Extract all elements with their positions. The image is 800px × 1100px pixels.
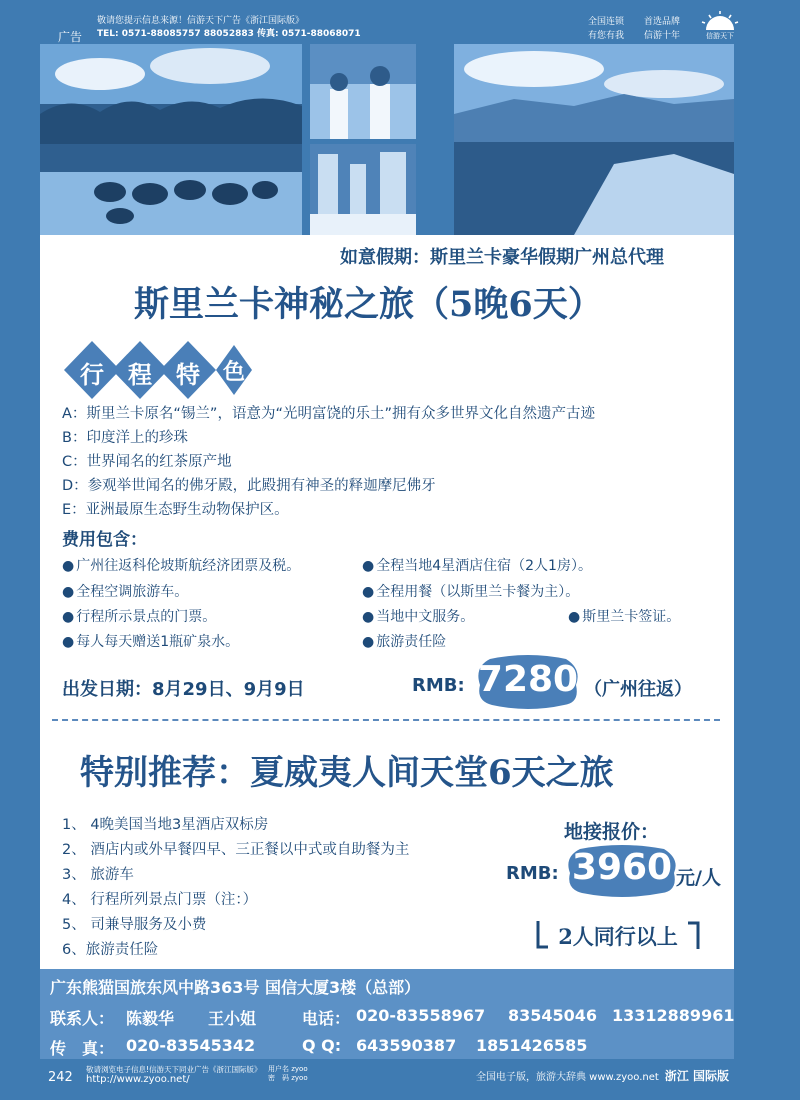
feature-item: D：参观举世闻名的佛牙殿，此殿拥有神圣的释迦摩尼佛牙 xyxy=(62,478,436,494)
phone-number-3: 13312889961 xyxy=(612,1006,735,1025)
footer-credentials xyxy=(268,1065,308,1083)
footer-note: 敬请浏览电子信息!信游天下同业广告《浙江国际版》 xyxy=(86,1065,262,1074)
page-number: 242 xyxy=(48,1070,73,1085)
include-item: ● 旅游责任险 xyxy=(362,631,446,651)
ad-label: 广告 xyxy=(58,30,83,44)
phone-number-1: 020-83558967 xyxy=(356,1006,486,1025)
badge-char: 色 xyxy=(223,360,246,385)
features-list xyxy=(62,402,595,522)
include-item: ● 每人每天赠送1瓶矿泉水。 xyxy=(62,631,239,651)
recommend-item: 2、 酒店内或外早餐四早、三正餐以中式或自助餐为主 xyxy=(62,842,410,858)
recommend-item: 5、 司兼导服务及小费 xyxy=(62,917,207,933)
slogan-item: 有您有我 xyxy=(588,31,625,41)
footer-password: 密 码 zyoo xyxy=(268,1074,308,1082)
features-badge xyxy=(62,339,252,401)
footer-right xyxy=(476,1067,729,1084)
header-line-1: 敬请您提示信息来源！信游天下广告《浙江国际版》 xyxy=(97,16,305,26)
qq-number-1: 643590387 xyxy=(356,1036,457,1055)
recommend-list xyxy=(62,813,409,963)
include-item: ● 广州往返科伦坡斯航经济团票及税。 xyxy=(62,555,300,575)
contact-person-2: 王小姐 xyxy=(208,1009,257,1028)
price-note: （广州往返） xyxy=(584,679,692,700)
contact-person-1: 陈毅华 xyxy=(126,1009,175,1028)
girls-photo xyxy=(310,44,416,139)
include-item: ● 斯里兰卡签证。 xyxy=(568,606,680,626)
qq-label: Q Q: xyxy=(302,1036,342,1055)
includes-title: 费用包含： xyxy=(62,530,147,550)
include-item: ● 全程空调旅游车。 xyxy=(62,581,188,601)
main-panel xyxy=(40,235,734,969)
local-price-label: 地接报价： xyxy=(564,821,660,843)
include-item: ● 当地中文服务。 xyxy=(362,606,474,626)
price2-currency: RMB: xyxy=(506,863,559,884)
address: 广东熊猫国旅东风中路363号 国信大厦3楼（总部） xyxy=(50,978,421,997)
slogan-item: 首选品牌 xyxy=(644,17,681,27)
recommend-title: 特别推荐：夏威夷人间天堂6天之旅 xyxy=(80,753,614,793)
header-line-2: TEL: 0571-88085757 88052883 传真: 0571-88068071 xyxy=(97,29,361,39)
footer-url[interactable]: http://www.zyoo.net/ xyxy=(86,1074,190,1085)
market-photo xyxy=(310,144,416,235)
include-item: ● 全程用餐（以斯里兰卡餐为主）。 xyxy=(362,581,579,601)
footer xyxy=(0,1060,800,1100)
footer-username: 用户名 zyoo xyxy=(268,1065,308,1073)
price2-amount: 3960 xyxy=(571,847,673,888)
fax-number: 020-83545342 xyxy=(126,1036,256,1055)
recommend-item: 3、 旅游车 xyxy=(62,867,134,883)
logo xyxy=(700,10,740,40)
price2-unit: 元/人 xyxy=(676,867,721,889)
logo-text: 信游天下 xyxy=(706,32,734,40)
divider xyxy=(52,719,720,721)
photo-strip xyxy=(40,44,734,235)
slogan-item: 全国连锁 xyxy=(588,17,625,27)
landscape-photo xyxy=(454,44,734,235)
header-info xyxy=(97,15,361,41)
feature-item: A：斯里兰卡原名“锡兰”，语意为“光明富饶的乐土”拥有众多世界文化自然遗产古迹 xyxy=(62,406,595,422)
header xyxy=(0,0,800,44)
feature-item: E：亚洲最原生态野生动物保护区。 xyxy=(62,502,289,518)
recommend-item: 6、旅游责任险 xyxy=(62,942,159,958)
include-item: ● 行程所示景点的门票。 xyxy=(62,606,216,626)
phone-number-2: 83545046 xyxy=(508,1006,598,1025)
qq-number-2: 1851426585 xyxy=(476,1036,588,1055)
recommend-item: 4、 行程所列景点门票（注：） xyxy=(62,892,258,908)
badge-char: 特 xyxy=(176,361,200,389)
price-currency: RMB: xyxy=(412,675,465,696)
pair-note: 2人同行以上 xyxy=(558,924,678,949)
price-amount: 7280 xyxy=(477,659,579,700)
contact-label: 联系人： xyxy=(50,1009,115,1028)
footer-site-text: 全国电子版，旅游大辞典 www.zyoo.net xyxy=(476,1072,659,1083)
include-item: ● 全程当地4星酒店住宿（2人1房）。 xyxy=(362,555,592,575)
sun-logo-icon xyxy=(700,10,740,32)
tour-title: 斯里兰卡神秘之旅（5晚6天） xyxy=(134,284,603,325)
agent-line: 如意假期：斯里兰卡豪华假期广州总代理 xyxy=(340,247,664,268)
slogan-item: 信游十年 xyxy=(644,31,681,41)
fax-label: 传 真： xyxy=(50,1039,115,1058)
slogan xyxy=(588,15,700,43)
badge-char: 行 xyxy=(80,361,104,389)
feature-item: B：印度洋上的珍珠 xyxy=(62,430,188,446)
phone-label: 电话： xyxy=(302,1009,351,1028)
feature-item: C：世界闻名的红茶原产地 xyxy=(62,454,232,470)
footer-edition: 浙江 国际版 xyxy=(664,1069,729,1083)
elephants-photo xyxy=(40,44,302,235)
badge-char: 程 xyxy=(128,361,152,389)
departure-dates: 出发日期：8月29日、9月9日 xyxy=(62,679,305,700)
contact-strip xyxy=(40,969,734,1059)
recommend-item: 1、 4晚美国当地3星酒店双标房 xyxy=(62,817,269,833)
